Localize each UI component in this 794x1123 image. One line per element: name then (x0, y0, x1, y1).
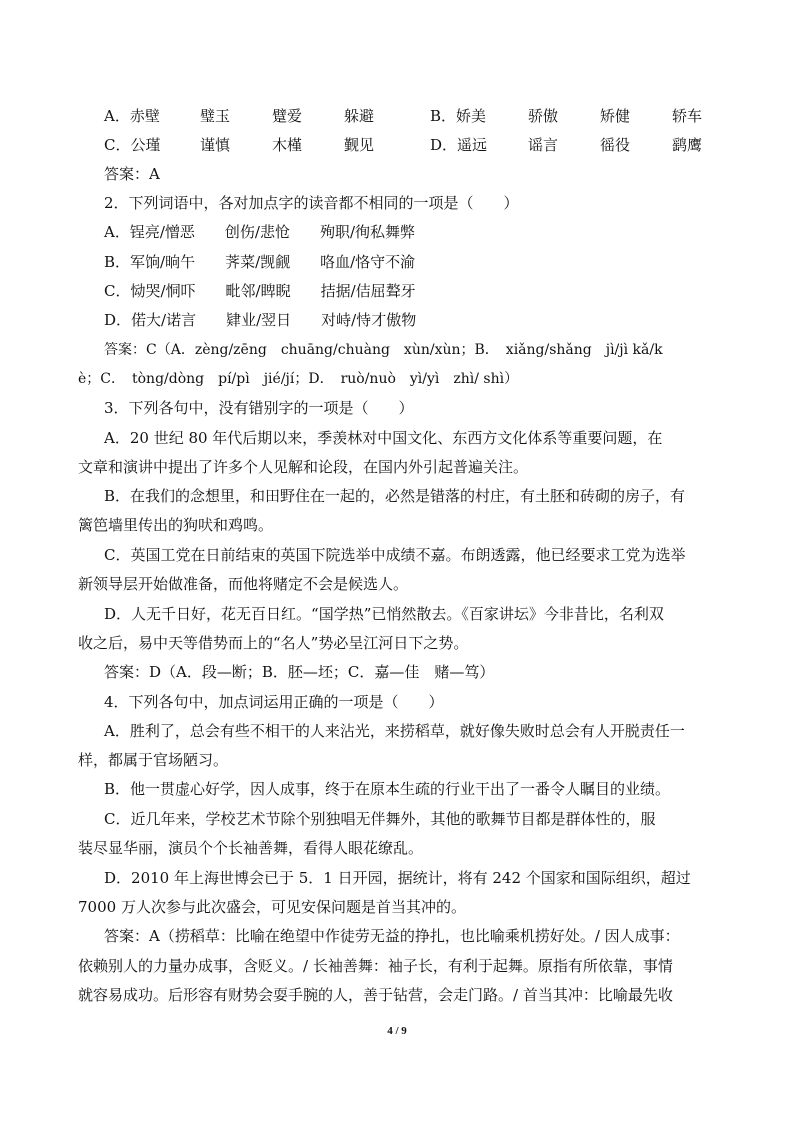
answer-line: 答案：A（捞稻草：比喻在绝望中作徒劳无益的挣扎，也比喻乘机捞好处。/ 因人成事： (104, 927, 680, 945)
word: 躄爱 (272, 107, 303, 125)
option-d: D．人无千日好，花无百日红。“国学热”已悄然散去。《百家讲坛》今非昔比，名利双 (104, 605, 664, 623)
word: 谣言 (528, 136, 559, 154)
word: 璧玉 (200, 107, 231, 125)
option-c: C．英国工党在日前结束的英国下院选举中成绩不嘉。布朗透露，他已经要求工党为选举 (104, 546, 686, 564)
word: 鹞鹰 (672, 136, 703, 154)
word: C．公瑾 (104, 136, 161, 154)
word: 轿车 (672, 107, 703, 125)
option-b: B．军饷/晌午 荠菜/觊觎 咯血/恪守不渝 (104, 253, 416, 271)
question-3: 3．下列各句中，没有错别字的一项是（ ） (104, 399, 414, 417)
option-b: B．在我们的念想里，和田野住在一起的，必然是错落的村庄，有土胚和砖砌的房子，有 (104, 487, 686, 505)
answer-line: 答案：D（A．段—断；B．胚—坯；C．嘉—佳 赌—笃） (104, 663, 495, 681)
answer-line: 答案：C（A．zèng/zēng chuāng/chuàng xùn/xùn；B． xiǎng/shǎng jì/jì kǎ/k (104, 342, 663, 358)
option-d-cont: 收之后，易中天等借势而上的“名人”势必呈江河日下之势。 (78, 634, 469, 652)
option-b-cont: 篱笆墙里传出的狗吠和鸡鸣。 (78, 516, 274, 534)
option-a: A．胜利了，总会有些不相干的人来沾光，来捞稻草，就好像失败时总会有人开脱责任一 (104, 722, 685, 740)
option-d: D．偌大/诺言 肄业/翌日 对峙/恃才傲物 (104, 311, 417, 329)
option-a-cont: 文章和演讲中提出了许多个人见解和论段，在国内外引起普遍关注。 (78, 458, 529, 476)
word: 觐见 (344, 136, 375, 154)
option-d-cont: 7000 万人次参与此次盛会，可见安保问题是首当其冲的。 (78, 898, 466, 916)
answer-line-cont: 就容易成功。后形容有财势会耍手腕的人，善于钻营，会走门路。/ 首当其冲：比喻最先收 (78, 986, 673, 1004)
word: D．遥远 (430, 136, 488, 154)
word: 徭役 (600, 136, 631, 154)
word: A．赤壁 (104, 107, 160, 125)
option-a: A．20 世纪 80 年代后期以来，季羡林对中国文化、东西方文化体系等重要问题，在 (104, 429, 663, 447)
answer-line-cont: 依赖别人的力量办成事，含贬义。/ 长袖善舞：袖子长，有利于起舞。原指有所依靠，事情 (78, 957, 673, 975)
option-c-cont: 装尽显华丽，演员个个长袖善舞，看得人眼花缭乱。 (78, 839, 424, 857)
option-c: C．近几年来，学校艺术节除个别独唱无伴舞外，其他的歌舞节目都是群体性的，服 (104, 810, 656, 828)
option-c-cont: 新领导层开始做准备，而他将赌定不会是候选人。 (78, 575, 409, 593)
word: 骄傲 (528, 107, 559, 125)
option-a-cont: 样，都属于官场陋习。 (78, 751, 229, 769)
answer-line-cont: è；C． tòng/dòng pí/pì jié/jí；D． ruò/nuò yì/yì zhì/ shì） (78, 371, 519, 387)
question-2: 2．下列词语中，各对加点字的读音都不相同的一项是（ ） (104, 194, 519, 212)
answer-line: 答案：A (104, 165, 160, 183)
word: 木槿 (272, 136, 303, 154)
word: 躲避 (344, 107, 375, 125)
option-b: B．他一贯虚心好学，因人成事，终于在原本生疏的行业干出了一番令人瞩目的业绩。 (104, 780, 671, 798)
option-c: C．恸哭/恫吓 毗邻/睥睨 拮据/佶屈聱牙 (104, 282, 416, 300)
option-a: A．锃亮/憎恶 创伤/悲怆 殉职/徇私舞弊 (104, 223, 415, 241)
option-d: D．2010 年上海世博会已于 5．1 日开园，据统计，将有 242 个国家和国际组织，超过 (104, 869, 691, 887)
word: 谨慎 (200, 136, 231, 154)
question-4: 4．下列各句中，加点词运用正确的一项是（ ） (104, 693, 444, 711)
word: 矫健 (600, 107, 631, 125)
page-number: 4 / 9 (387, 1025, 407, 1037)
word: B．娇美 (430, 107, 487, 125)
